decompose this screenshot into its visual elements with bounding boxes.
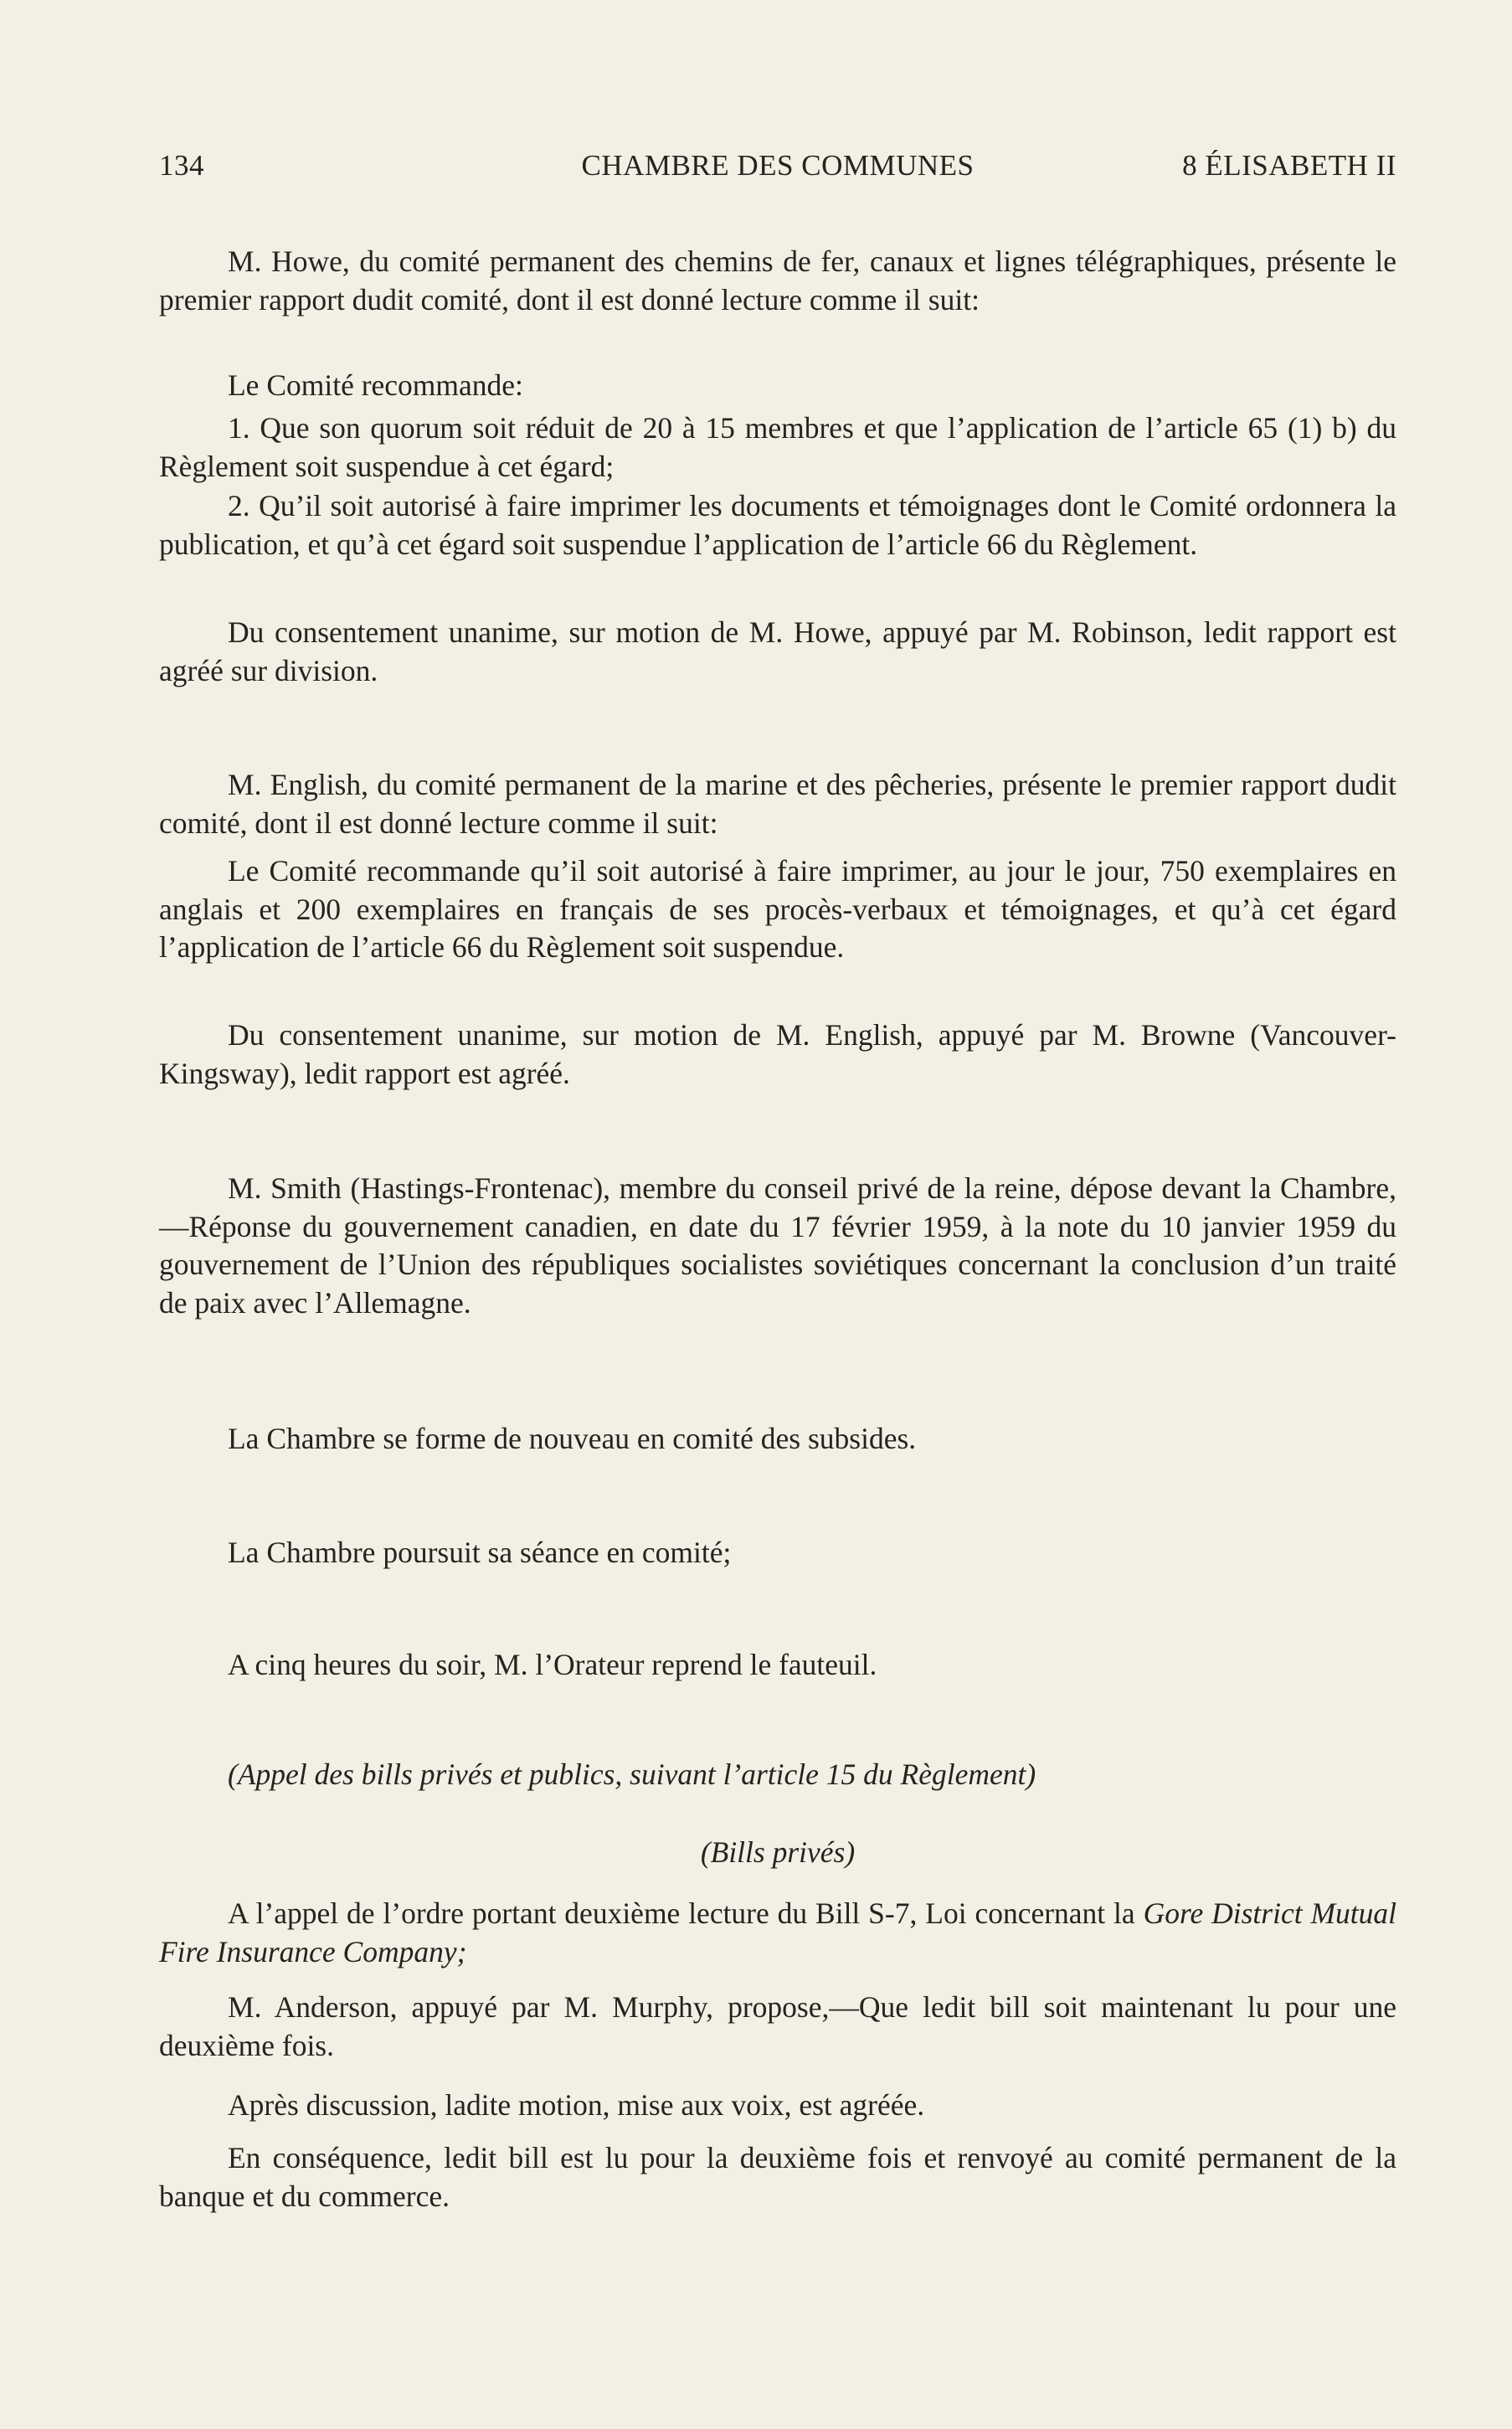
howe-item-2: 2. Qu’il soit autorisé à faire imprimer les documents et témoignages dont le Comité ordonnera la publication, et qu’à cet égard soit suspendue l’application de l’article 66 du Règlement. xyxy=(159,489,1396,561)
page-number: 134 xyxy=(159,149,204,182)
anderson-motion: M. Anderson, appuyé par M. Murphy, propose,—Que ledit bill soit maintenant lu pour une deuxième fois. xyxy=(159,1990,1396,2062)
call-of-bills-heading: (Appel des bills privés et publics, suivant l’article 15 du Règlement) xyxy=(228,1757,1036,1791)
english-consent: Du consentement unanime, sur motion de M. English, appuyé par M. Browne (Vancouver-Kingsway), ledit rapport est agréé. xyxy=(159,1018,1396,1090)
five-oclock: A cinq heures du soir, M. l’Orateur reprend le fauteuil. xyxy=(228,1648,877,1681)
running-header xyxy=(159,149,1396,191)
howe-report-intro: M. Howe, du comité permanent des chemins de fer, canaux et lignes télégraphiques, présente le premier rapport dudit comité, dont il est donné lecture comme il suit: xyxy=(159,244,1396,316)
motion-agreed: Après discussion, ladite motion, mise aux voix, est agréée. xyxy=(228,2088,925,2122)
english-report-intro: M. English, du comité permanent de la marine et des pêcheries, présente le premier rapport dudit comité, dont il est donné lecture comme il suit: xyxy=(159,768,1396,840)
howe-consent: Du consentement unanime, sur motion de M. Howe, appuyé par M. Robinson, ledit rapport est agréé sur division. xyxy=(159,615,1396,687)
bill-s7-prefix: A l’appel de l’ordre portant deuxième lecture du Bill S-7, Loi concernant la xyxy=(228,1896,1135,1930)
bill-s7-company: Gore District Mutual Fire Insurance Company; xyxy=(159,1896,1396,1968)
howe-recommends: Le Comité recommande: xyxy=(228,368,523,402)
supply-committee: La Chambre se forme de nouveau en comité des subsides. xyxy=(228,1422,917,1455)
sitting-continues: La Chambre poursuit sa séance en comité; xyxy=(228,1536,732,1569)
regnal-year: 8 ÉLISABETH II xyxy=(1182,149,1396,182)
english-recommends: Le Comité recommande qu’il soit autorisé à faire imprimer, au jour le jour, 750 exemplaires en anglais et 200 exemplaires en français de ses procès-verbaux et témoignages, et qu’à cet égard l’application de l’article 66 du Règlement soit suspendue. xyxy=(159,854,1396,964)
private-bills-heading: (Bills privés) xyxy=(700,1835,856,1869)
journal-page xyxy=(159,0,1396,2429)
page-title: CHAMBRE DES COMMUNES xyxy=(581,149,975,182)
howe-item-1: 1. Que son quorum soit réduit de 20 à 15 membres et que l’application de l’article 65 (1) b) du Règlement soit suspendue à cet égard; xyxy=(159,411,1396,483)
smith-tabling: M. Smith (Hastings-Frontenac), membre du conseil privé de la reine, dépose devant la Chambre,—Réponse du gouvernement canadien, en date du 17 février 1959, à la note du 10 janvier 1959 du gouvernement de l’Union des républiques socialistes soviétiques concernant la conclusion d’un traité de paix avec l’Allemagne. xyxy=(159,1171,1396,1320)
bill-referred: En conséquence, ledit bill est lu pour la deuxième fois et renvoyé au comité permanent de la banque et du commerce. xyxy=(159,2141,1396,2213)
bill-s7-order xyxy=(159,1895,1396,1971)
